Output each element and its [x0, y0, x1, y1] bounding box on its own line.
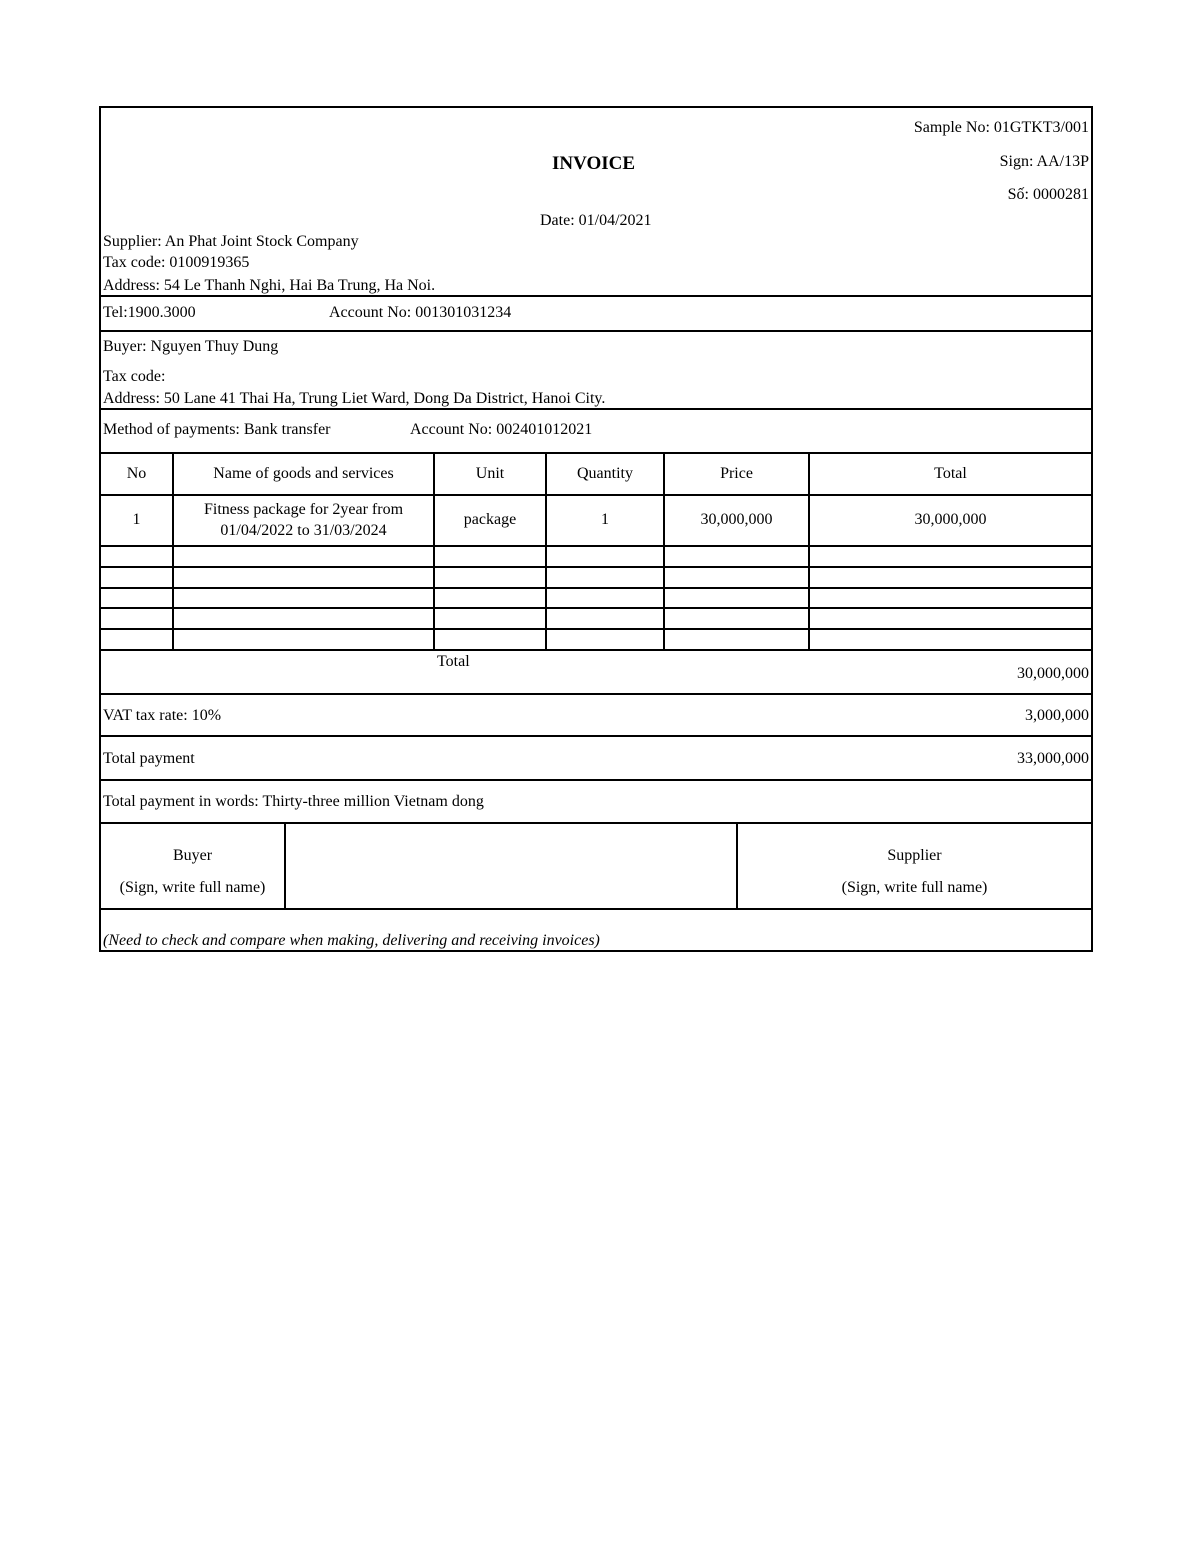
buyer-address: Address: 50 Lane 41 Thai Ha, Trung Liet Ward, Dong Da District, Hanoi City.	[103, 390, 606, 407]
signature-divider	[284, 822, 286, 908]
column-header-price: Price	[720, 464, 753, 482]
supplier-account: Account No: 001301031234	[329, 304, 512, 321]
invoice-sign: Sign: AA/13P	[999, 153, 1089, 170]
row-name-line-2: 01/04/2022 to 31/03/2024	[220, 521, 387, 539]
row-name-line-1: Fitness package for 2year from	[203, 500, 404, 518]
footer-note: (Need to check and compare when making, delivering and receiving invoices)	[103, 932, 600, 949]
invoice-title: INVOICE	[552, 153, 636, 174]
invoice	[99, 106, 1093, 952]
supplier-tel: Tel:1900.3000	[103, 304, 196, 321]
divider	[101, 408, 1091, 410]
total-label: Total	[437, 653, 470, 670]
payment-method: Method of payments: Bank transfer	[103, 421, 331, 438]
buyer-signature-note: (Sign, write full name)	[119, 879, 266, 896]
table-row-border	[101, 628, 1091, 630]
row-unit: package	[463, 511, 517, 529]
column-header-name: Name of goods and services	[213, 464, 394, 482]
column-header-total: Total	[934, 464, 967, 482]
buyer-signature-label: Buyer	[172, 847, 213, 864]
row-price: 30,000,000	[700, 511, 773, 529]
column-header-no: No	[126, 464, 147, 482]
supplier-tax-code: Tax code: 0100919365	[103, 254, 250, 271]
supplier-signature-note: (Sign, write full name)	[841, 879, 988, 896]
invoice-date: Date: 01/04/2021	[540, 212, 652, 229]
divider	[101, 295, 1091, 297]
divider	[101, 822, 1091, 824]
supplier-signature-label: Supplier	[887, 847, 942, 864]
table-row-border	[101, 566, 1091, 568]
vat-rate: VAT tax rate: 10%	[103, 707, 222, 724]
column-header-quantity: Quantity	[577, 464, 633, 482]
divider	[101, 693, 1091, 695]
row-no: 1	[132, 511, 141, 529]
column-header-unit: Unit	[475, 464, 505, 482]
row-name	[174, 496, 433, 545]
invoice-number: Số: 0000281	[1007, 186, 1089, 203]
divider	[101, 735, 1091, 737]
total-payment-label: Total payment	[103, 750, 195, 767]
buyer-account: Account No: 002401012021	[410, 421, 593, 438]
total-value: 30,000,000	[1017, 665, 1089, 682]
buyer-name: Buyer: Nguyen Thuy Dung	[103, 338, 279, 355]
table-row-border	[101, 587, 1091, 589]
table-row-border	[101, 545, 1091, 547]
sample-number: Sample No: 01GTKT3/001	[913, 119, 1089, 136]
vat-value: 3,000,000	[1025, 707, 1089, 724]
divider	[101, 779, 1091, 781]
divider	[101, 330, 1091, 332]
table-row-border	[101, 607, 1091, 609]
row-total: 30,000,000	[914, 511, 987, 529]
table-bottom-border	[101, 649, 1091, 651]
divider	[101, 908, 1091, 910]
supplier-name: Supplier: An Phat Joint Stock Company	[103, 233, 359, 250]
total-payment-value: 33,000,000	[1017, 750, 1089, 767]
row-quantity: 1	[601, 511, 609, 529]
supplier-address: Address: 54 Le Thanh Nghi, Hai Ba Trung, Ha Noi.	[103, 277, 436, 294]
buyer-tax-code: Tax code:	[103, 368, 166, 385]
total-in-words: Total payment in words: Thirty-three million Vietnam dong	[103, 793, 484, 810]
